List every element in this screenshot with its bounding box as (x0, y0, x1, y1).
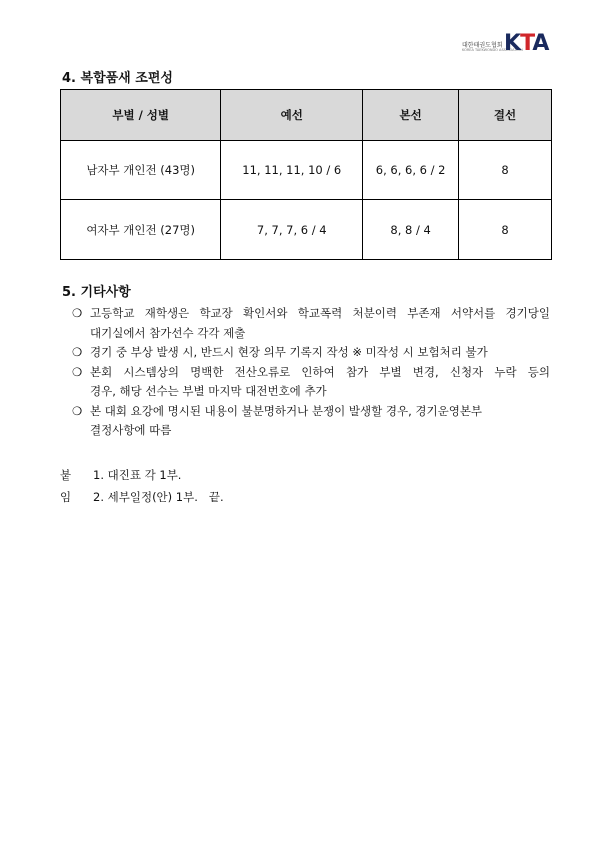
list-item (72, 343, 550, 363)
note-line: 결정사항에 따름 (90, 423, 172, 437)
bracket-table (60, 89, 552, 260)
note-line: 대기실에서 참가선수 각각 제출 (90, 325, 246, 340)
circle-bullet-icon: ❍ (72, 345, 83, 359)
section-4-title: 4. 복합품새 조편성 (62, 71, 173, 86)
note-line: 본회 시스템상의 명백한 전산오류로 인하여 참가 부별 변경, 신청자 누락 등의 (90, 364, 550, 379)
list-item (72, 402, 550, 441)
header-division: 부별 / 성별 (61, 90, 221, 141)
notes-list (72, 304, 550, 441)
circle-bullet-icon: ❍ (72, 306, 83, 320)
table-row (61, 141, 552, 200)
circle-bullet-icon: ❍ (72, 364, 83, 379)
logo-mark: KTA (504, 31, 549, 56)
header-final: 결선 (459, 90, 552, 141)
attachments-label: 붙임 (60, 468, 72, 504)
logo-org-name: 대한태권도협회 (462, 42, 503, 49)
table-row (61, 200, 552, 260)
attachment-item: 2. 세부일정(안) 1부. 끝. (93, 490, 224, 504)
cell-preliminary: 7, 7, 7, 6 / 4 (221, 200, 363, 260)
attachments-list (93, 464, 224, 508)
cell-preliminary: 11, 11, 11, 10 / 6 (221, 141, 363, 200)
circle-bullet-icon: ❍ (72, 403, 83, 418)
kta-logo (462, 30, 549, 58)
note-line: 본 대회 요강에 명시된 내용이 불분명하거나 분쟁이 발생할 경우, 경기운영본부 (90, 403, 483, 418)
cell-final: 8 (459, 141, 552, 200)
header-preliminary: 예선 (221, 90, 363, 141)
header-semifinal: 본선 (363, 90, 459, 141)
cell-division: 남자부 개인전 (43명) (61, 141, 221, 200)
list-item (72, 304, 550, 343)
logo-org-name-en: KOREA TAEKWONDO ASSOCIATION (462, 48, 523, 52)
table-header-row (61, 90, 552, 141)
cell-semifinal: 6, 6, 6, 6 / 2 (363, 141, 459, 200)
cell-semifinal: 8, 8 / 4 (363, 200, 459, 260)
note-line: 경기 중 부상 발생 시, 반드시 현장 의무 기록지 작성 ※ 미작성 시 보험처리 불가 (90, 345, 488, 359)
note-line: 고등학교 재학생은 학교장 확인서와 학교폭력 처분이력 부존재 서약서를 경기당일 (90, 306, 550, 320)
attachment-item: 1. 대진표 각 1부. (93, 468, 182, 482)
note-line: 경우, 해당 선수는 부별 마지막 대전번호에 추가 (90, 384, 327, 398)
cell-final: 8 (459, 200, 552, 260)
list-item (72, 363, 550, 402)
cell-division: 여자부 개인전 (27명) (61, 200, 221, 260)
section-5-title: 5. 기타사항 (62, 285, 131, 300)
